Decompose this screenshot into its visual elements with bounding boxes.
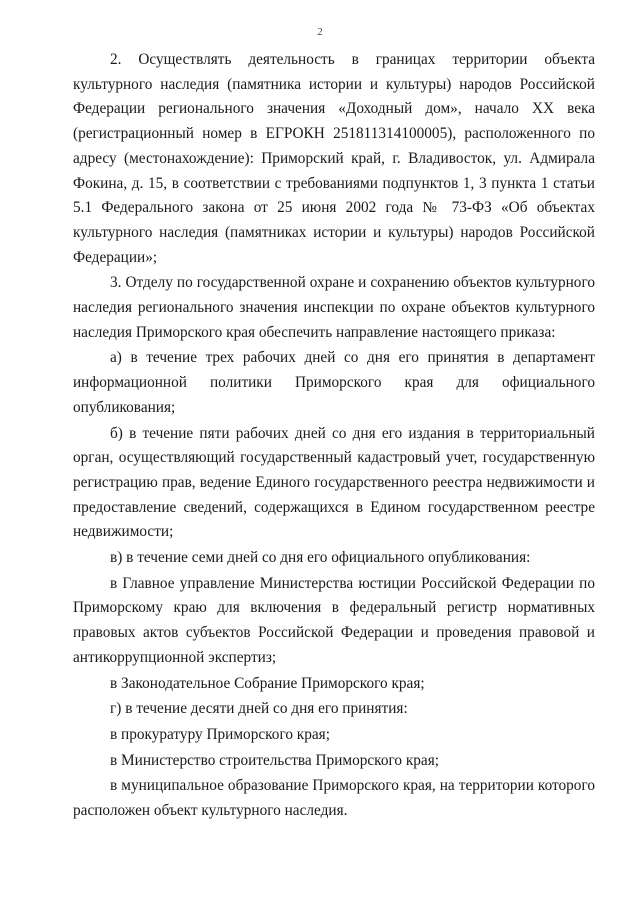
document-body bbox=[73, 48, 595, 824]
paragraph-recipient-municipality: в муниципальное образование Приморского края, на территории которого расположен объект культурного наследия. bbox=[73, 777, 595, 820]
paragraph-recipient-construction-ministry: в Министерство строительства Приморского края; bbox=[110, 751, 439, 769]
paragraph-subitem-b: б) в течение пяти рабочих дней со дня его издания в территориальный орган, осуществляющий государственный кадастровый учет, государственную регистрацию прав, ведение Единого государственного реестра недвижимости и предоставление сведений, содержащихся в Едином государственном реестре недвижимости; bbox=[73, 424, 595, 541]
paragraph-recipient-justice-ministry: в Главное управление Министерства юстиции Российской Федерации по Приморскому краю для включения в федеральный регистр нормативных правовых актов субъектов Российской Федерации и проведения правовой и антикоррупционной экспертиз; bbox=[73, 574, 595, 666]
paragraph-subitem-a: а) в течение трех рабочих дней со дня его принятия в департамент информационной политики Приморского края для официального опубликования; bbox=[73, 349, 595, 416]
paragraph-item-3: 3. Отделу по государственной охране и сохранению объектов культурного наследия регионального значения инспекции по охране объектов культурного наследия Приморского края обеспечить направление настоящего приказа: bbox=[73, 274, 595, 341]
paragraph-item-2: 2. Осуществлять деятельность в границах территории объекта культурного наследия (памятника истории и культуры) народов Российской Федерации регионального значения «Доходный дом», начало XX века (регистрационный номер в ЕГРОКН 251811314100005), расположенного по адресу (местонахождение): Приморский край, г. Владивосток, ул. Адмирала Фокина, д. 15, в соответствии с требованиями подпунктов 1, 3 пункта 1 статьи 5.1 Федерального закона от 25 июня 2002 года № 73-ФЗ «Об объектах культурного наследия (памятниках истории и культуры) народов Российской Федерации»; bbox=[73, 51, 595, 266]
paragraph-subitem-v: в) в течение семи дней со дня его официального опубликования: bbox=[110, 549, 531, 567]
paragraph-subitem-g: г) в течение десяти дней со дня его принятия: bbox=[110, 700, 408, 718]
paragraph-recipient-legislative-assembly: в Законодательное Собрание Приморского края; bbox=[110, 674, 425, 692]
page-number: 2 bbox=[317, 26, 323, 38]
paragraph-recipient-prosecutor: в прокуратуру Приморского края; bbox=[110, 725, 330, 743]
